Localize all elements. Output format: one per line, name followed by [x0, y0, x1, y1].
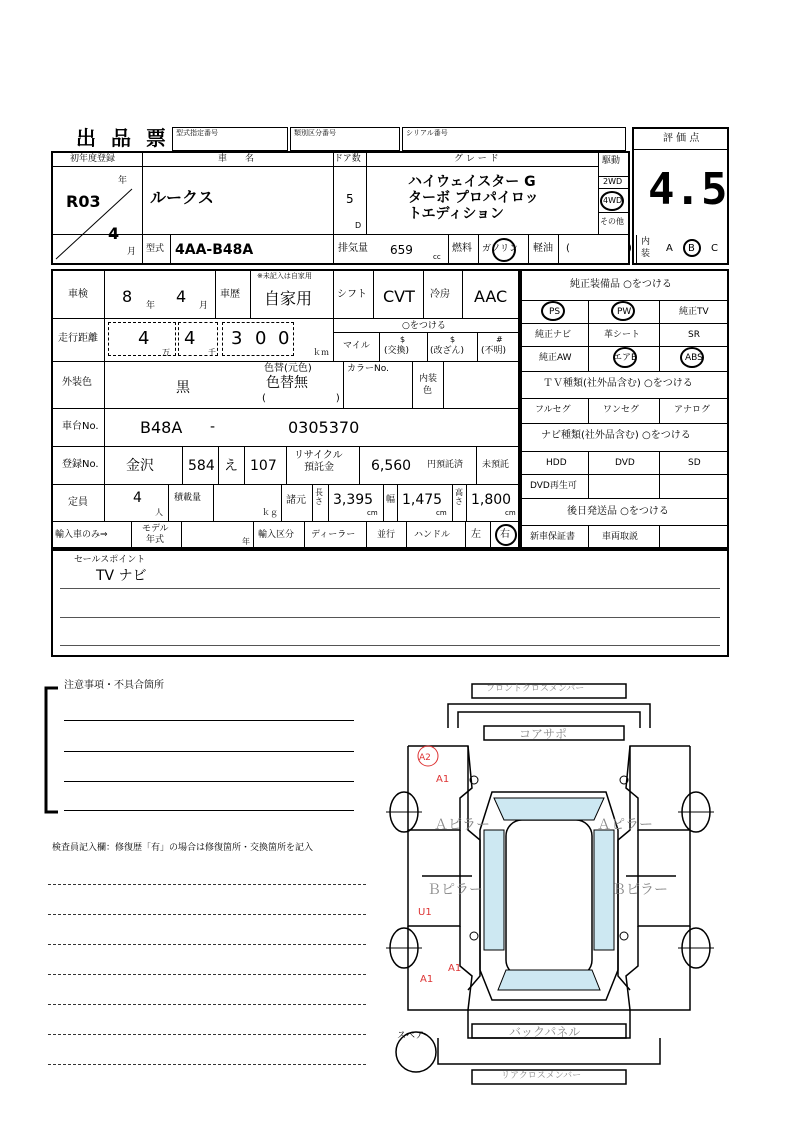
load-label: 積載量 — [174, 493, 202, 503]
drive-4wd: 4WD — [603, 196, 623, 205]
damage-mark-a1-mid: A1 — [448, 963, 462, 974]
nav-dvd-play: DVD再生可 — [530, 481, 577, 491]
sales-point-label: セールスポイント — [74, 555, 146, 565]
shift-label: シフト — [337, 289, 367, 300]
handle-left: 左 — [471, 529, 481, 540]
car-name: ルークス — [150, 188, 214, 207]
equip-tv: 純正TV — [679, 307, 709, 317]
back-panel-label: バックパネル — [509, 1025, 581, 1039]
interior-grade-a: A — [666, 243, 673, 254]
import-type-label: 輸入区分 — [258, 530, 295, 540]
history-label: 車歴 — [220, 289, 240, 300]
a-pillar-right-label: Ａピラー — [597, 817, 653, 833]
exterior-color-value: 黒 — [176, 380, 190, 396]
drive-2wd: 2WD — [603, 177, 623, 186]
chassis-number: 0305370 — [288, 418, 360, 437]
inspector-label: 検査員記入欄：修復歴「有」の場合は修復箇所・交換箇所を記入 — [52, 843, 314, 853]
chassis-prefix: B48A — [140, 418, 183, 437]
chassis-label: 車台No. — [62, 421, 99, 432]
capacity-value: 4 — [133, 490, 142, 506]
length-unit: cm — [367, 509, 378, 517]
reg-month: 4 — [108, 224, 120, 243]
plate-number: 107 — [250, 458, 277, 474]
mileage-digit-3: 3 — [231, 328, 243, 349]
diesel-label: 軽油 — [533, 243, 553, 254]
color-change-value: 色替無 — [266, 375, 308, 391]
displacement-label: 排気量 — [338, 243, 368, 254]
car-name-label: 車 名 — [218, 154, 255, 164]
model-label: 型式 — [146, 244, 165, 254]
plate-kana: え — [224, 458, 238, 474]
plate-label: 登録No. — [62, 459, 99, 470]
dealer-label: ディーラー — [311, 530, 356, 540]
mileage-label: 走行距離 — [58, 333, 98, 344]
height-value: 1,800 — [471, 492, 512, 508]
tamper-symbol: $ — [450, 335, 456, 344]
tv-oneseg: ワンセグ — [603, 405, 640, 415]
first-reg-label: 初年度登録 — [70, 154, 116, 164]
recycle-status2: 未預託 — [482, 460, 510, 470]
caution-label: 注意事項・不具合箇所 — [64, 680, 164, 691]
mileage-digit-5: 0 — [278, 328, 290, 349]
circle-note: ○をつける — [402, 321, 446, 331]
recycle-label2: 預託金 — [304, 462, 334, 473]
fuel-circle — [492, 238, 516, 262]
interior-color-label2: 色 — [423, 386, 433, 396]
model-value: 4AA-B48A — [175, 242, 254, 258]
paren-open: ( — [566, 243, 570, 254]
recycle-amount: 6,560 — [371, 458, 412, 474]
displacement-unit: cc — [433, 253, 441, 261]
width-value: 1,475 — [402, 492, 443, 508]
mileage-man-unit: 万 — [162, 348, 170, 357]
later-title: 後日発送品 ○をつける — [567, 506, 669, 517]
handle-right: 右 — [500, 529, 510, 540]
equip-leather: 革シート — [604, 330, 641, 340]
ac-label: 冷房 — [430, 289, 450, 300]
damage-mark-u1: U1 — [418, 907, 432, 918]
capacity-unit: 人 — [155, 508, 163, 517]
inspection-label: 車検 — [68, 289, 88, 300]
equip-abs: ABS — [685, 353, 703, 363]
core-support-label: コアサポ — [519, 727, 568, 741]
equip-abs-circle — [680, 347, 704, 368]
handle-right-circle — [495, 524, 517, 546]
model-year-unit: 年 — [242, 537, 250, 546]
drive-other: その他 — [600, 217, 624, 226]
fuel-gasoline: ガソリン — [482, 244, 519, 254]
height-unit: cm — [505, 509, 516, 517]
load-unit: ｋｇ — [262, 508, 278, 517]
b-pillar-left-label: Ｂピラー — [427, 882, 483, 898]
equip-navi: 純正ナビ — [535, 330, 572, 340]
color-change-paren: ( ) — [262, 393, 340, 404]
sheet-title: 出 品 票 — [76, 126, 170, 150]
parallel-label: 並行 — [377, 530, 396, 540]
model-year-label2: 年式 — [146, 535, 165, 545]
later-warranty: 新車保証書 — [530, 532, 576, 542]
serial-number-label: シリアル番号 — [406, 129, 448, 137]
mileage-sen-unit: 千 — [208, 348, 216, 357]
exchange-label: (交換) — [384, 346, 410, 356]
import-only-label: 輸入車のみ⇒ — [55, 530, 108, 540]
reg-year: R03 — [66, 192, 101, 211]
plate-area: 金沢 — [126, 458, 154, 474]
chassis-dash: - — [210, 419, 216, 435]
interior-grade-label1: 内 — [641, 237, 651, 247]
reg-month-unit: 月 — [127, 247, 137, 257]
mileage-km-unit: ｋｍ — [313, 348, 329, 357]
interior-grade-c: C — [711, 243, 718, 254]
plate-class: 584 — [188, 458, 215, 474]
interior-color-label1: 内装 — [419, 374, 438, 384]
b-pillar-right-label: Ｂピラー — [612, 882, 668, 898]
damage-mark-a2: A2 — [419, 753, 431, 763]
interior-grade-label2: 装 — [641, 249, 651, 259]
fuel-label: 燃料 — [452, 243, 472, 254]
nav-hdd: HDD — [546, 458, 567, 468]
equip-airbag-circle — [613, 347, 637, 368]
category-number-label: 類別区分番号 — [294, 129, 336, 137]
spare-label: スペア — [397, 1031, 425, 1041]
inspection-month: 4 — [176, 287, 187, 306]
color-change-label: 色替(元色) — [264, 363, 312, 374]
equip-ps: PS — [549, 307, 561, 317]
exchange-symbol: $ — [400, 335, 406, 344]
doors-value: 5 — [346, 192, 354, 206]
color-no-label: カラーNo. — [347, 364, 389, 374]
damage-mark-a1-top: A1 — [436, 774, 450, 785]
displacement-value: 659 — [390, 243, 413, 257]
damage-mark-a1-bot: A1 — [420, 974, 434, 985]
unknown-symbol: # — [496, 335, 503, 344]
details-block — [51, 269, 520, 549]
later-manual: 車両取説 — [602, 532, 639, 542]
shift-value: CVT — [383, 287, 415, 306]
model-year-label1: モデル — [142, 524, 169, 534]
tv-analog: アナログ — [674, 405, 711, 415]
doors-label: ドア数 — [334, 154, 361, 164]
sales-point-block — [51, 549, 729, 657]
tv-fullseg: フルセグ — [535, 405, 571, 415]
equip-sr: SR — [688, 330, 700, 340]
reg-year-unit: 年 — [118, 176, 128, 186]
score-label: 評 価 点 — [663, 133, 700, 144]
mileage-digit-4: 0 — [255, 328, 267, 349]
equip-pw: PW — [617, 307, 632, 317]
front-cross-label: フロントクロスメンバー — [486, 684, 585, 694]
drive-4wd-circle — [600, 191, 624, 211]
handle-label: ハンドル — [414, 530, 451, 540]
interior-grade-circle — [683, 239, 701, 257]
sales-point-text: TV ナビ — [96, 568, 147, 584]
mileage-digit-1: 4 — [138, 328, 150, 349]
grade-label: グ レ ー ド — [454, 154, 499, 164]
exterior-color-label: 外装色 — [62, 377, 92, 388]
width-label: 幅 — [386, 495, 396, 505]
length-value: 3,395 — [333, 492, 374, 508]
width-unit: cm — [436, 509, 447, 517]
doors-suffix: D — [355, 221, 362, 230]
grade-line2: ターボ プロパイロッ — [408, 190, 539, 206]
height-label: 高さ — [455, 488, 463, 506]
type-designation-label: 型式指定番号 — [176, 129, 218, 137]
equip-aw: 純正AW — [539, 353, 572, 363]
mile-label: マイル — [343, 341, 370, 351]
interior-grade-b: B — [688, 243, 695, 254]
paren-close: ) — [628, 243, 632, 254]
score-value: 4.5 — [648, 164, 728, 215]
unknown-label: (不明) — [481, 346, 507, 356]
equipment-title: 純正装備品 ○をつける — [570, 279, 672, 290]
nav-title: ナビ種類(社外品含む) ○をつける — [541, 430, 691, 441]
tv-title: ＴＶ種類(社外品含む) ○をつける — [543, 378, 693, 389]
recycle-status1: 円預託済 — [427, 460, 464, 470]
history-note: ※未記入は自家用 — [257, 272, 312, 280]
length-label: 長さ — [315, 488, 323, 506]
inspection-year: 8 — [122, 287, 133, 306]
capacity-label: 定員 — [68, 497, 88, 508]
nav-dvd: DVD — [615, 458, 635, 468]
grade-line1: ハイウェイスター G — [408, 174, 536, 190]
recycle-label1: リサイクル — [294, 450, 343, 461]
mileage-digit-2: 4 — [184, 328, 196, 349]
equip-ps-circle — [541, 301, 565, 321]
inspection-year-unit: 年 — [146, 301, 156, 311]
equip-pw-circle — [611, 301, 635, 321]
dims-label: 諸元 — [286, 495, 306, 506]
tamper-label: (改ざん) — [430, 346, 465, 356]
ac-value: AAC — [474, 287, 508, 306]
a-pillar-left-label: Ａピラー — [434, 817, 490, 833]
rear-cross-label: リアクロスメンバー — [501, 1071, 582, 1081]
equip-airbag: エアB — [613, 353, 638, 363]
grade-line3: トエディション — [408, 206, 505, 222]
drive-label: 駆動 — [602, 156, 621, 166]
nav-sd: SD — [688, 458, 701, 468]
history-value: 自家用 — [264, 289, 313, 308]
inspection-month-unit: 月 — [199, 301, 209, 311]
